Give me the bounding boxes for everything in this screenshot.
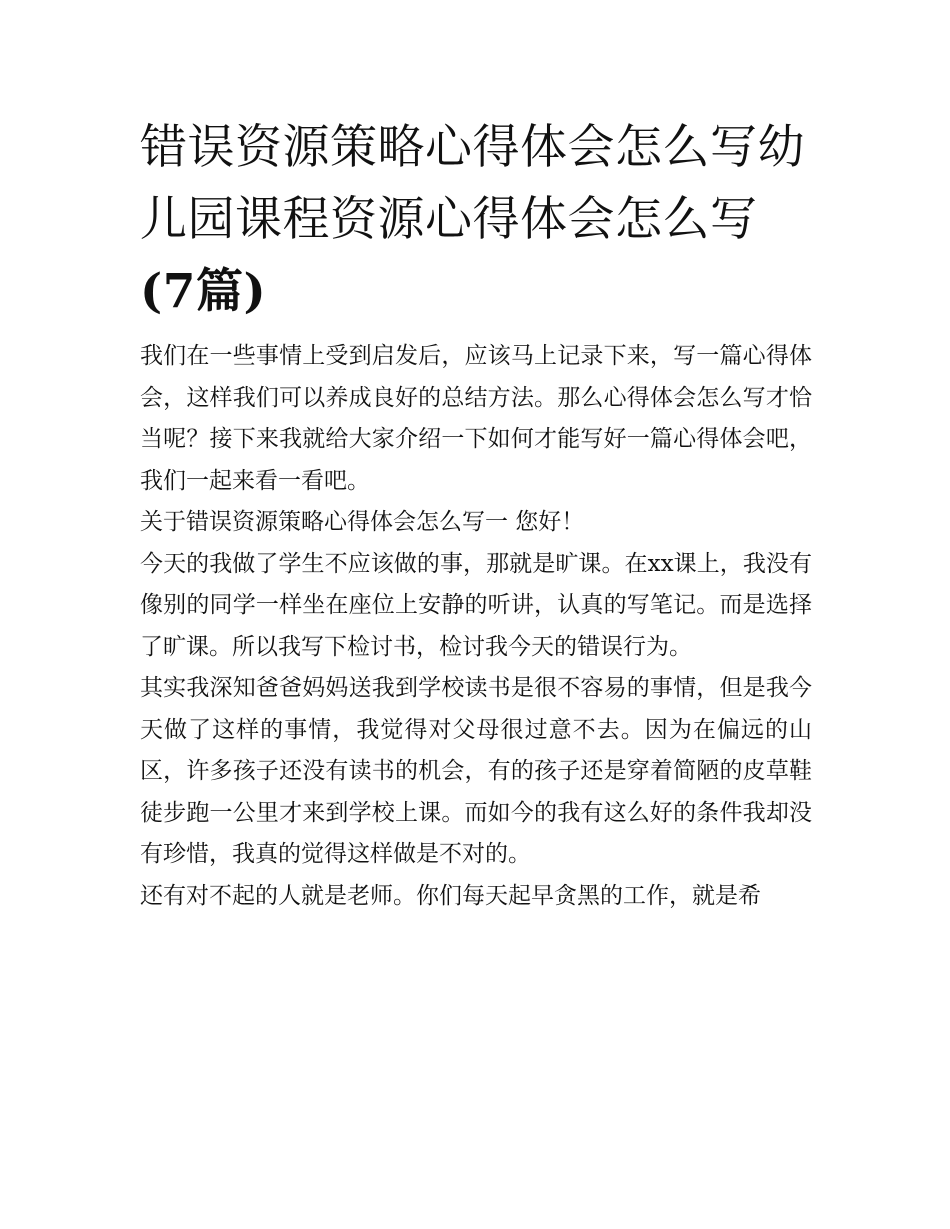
paragraph-body: 还有对不起的人就是老师。你们每天起早贪黑的工作，就是希 <box>140 882 761 909</box>
paragraph-body: 其实我深知爸爸妈妈送我到学校读书是很不容易的事情，但是我今天做了这样的事情，我觉得对父母很过意不去。因为在偏远的山区，许多孩子还没有读书的机会，有的孩子还是穿着简陋的皮草鞋徒步跑一公里才来到学校上课。而如今的我有这么好的条件我却没有珍惜，我真的觉得这样做是不对的。 <box>140 675 812 867</box>
document-title-suffix: (7篇) <box>140 264 267 319</box>
paragraph-section-heading: 关于错误资源策略心得体会怎么写一 您好！ <box>140 509 585 535</box>
paragraph-body: 今天的我做了学生不应该做的事，那就是旷课。在xx课上，我没有像别的同学一样坐在座位上安静的听讲，认真的写笔记。而是选择了旷课。所以我写下检讨书，检讨我今天的错误行为。 <box>140 550 812 660</box>
paragraph-intro: 我们在一些事情上受到启发后，应该马上记录下来，写一篇心得体会，这样我们可以养成良好的总结方法。那么心得体会怎么写才恰当呢？接下来我就给大家介绍一下如何才能写好一篇心得体会吧，我们一起来看一看吧。 <box>140 343 812 494</box>
document-title <box>140 112 812 328</box>
document-title-main: 错误资源策略心得体会怎么写幼儿园课程资源心得体会怎么写 <box>140 120 805 247</box>
document-page <box>140 112 812 917</box>
